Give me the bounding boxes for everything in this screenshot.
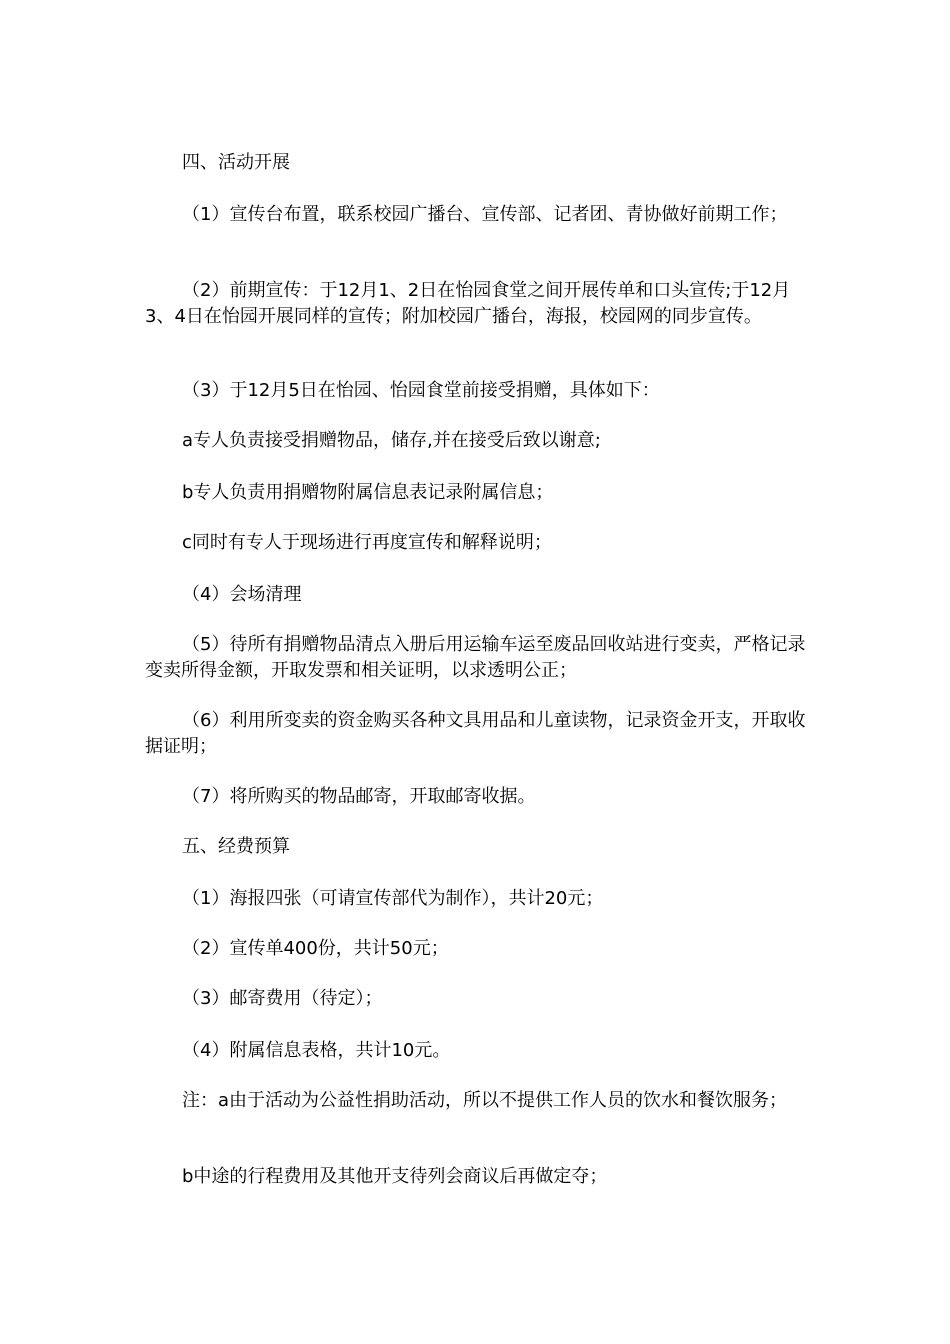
budget-item-4: （4）附属信息表格，共计10元。: [182, 1040, 451, 1061]
paragraph-item-7: （7）将所购买的物品邮寄，开取邮寄收据。: [182, 786, 536, 807]
section-heading-budget: 五、经费预算: [182, 836, 290, 857]
budget-item-2: （2）宣传单400份，共计50元；: [182, 938, 449, 959]
paragraph-item-2: （2）前期宣传：于12月1、2日在怡园食堂之间开展传单和口头宣传;于12月3、4日在怡园开展同样的宣传；附加校园广播台，海报，校园网的同步宣传。: [145, 280, 791, 327]
note-b: b中途的行程费用及其他开支待列会商议后再做定夺；: [182, 1166, 608, 1187]
note-a: 注：a由于活动为公益性捐助活动，所以不提供工作人员的饮水和餐饮服务；: [182, 1090, 788, 1111]
budget-item-1: （1）海报四张（可请宣传部代为制作），共计20元；: [182, 888, 604, 909]
paragraph-sub-a: a专人负责接受捐赠物品，储存,并在接受后致以谢意;: [182, 430, 601, 451]
paragraph-item-6: （6）利用所变卖的资金购买各种文具用品和儿童读物，记录资金开支，开取收据证明；: [145, 710, 806, 757]
paragraph-item-3: （3）于12月5日在怡园、怡园食堂前接受捐赠，具体如下：: [182, 380, 660, 401]
budget-item-3: （3）邮寄费用（待定）；: [182, 988, 383, 1009]
paragraph-item-1: （1）宣传台布置，联系校园广播台、宣传部、记者团、青协做好前期工作；: [182, 204, 788, 225]
paragraph-sub-b: b专人负责用捐赠物附属信息表记录附属信息；: [182, 482, 554, 503]
paragraph-item-4: （4）会场清理: [182, 584, 302, 605]
paragraph-item-5: （5）待所有捐赠物品清点入册后用运输车运至废品回收站进行变卖，严格记录变卖所得金额，开取发票和相关证明，以求透明公正；: [145, 634, 806, 681]
paragraph-sub-c: c同时有专人于现场进行再度宣传和解释说明；: [182, 532, 552, 553]
section-heading-activities: 四、活动开展: [182, 152, 290, 173]
